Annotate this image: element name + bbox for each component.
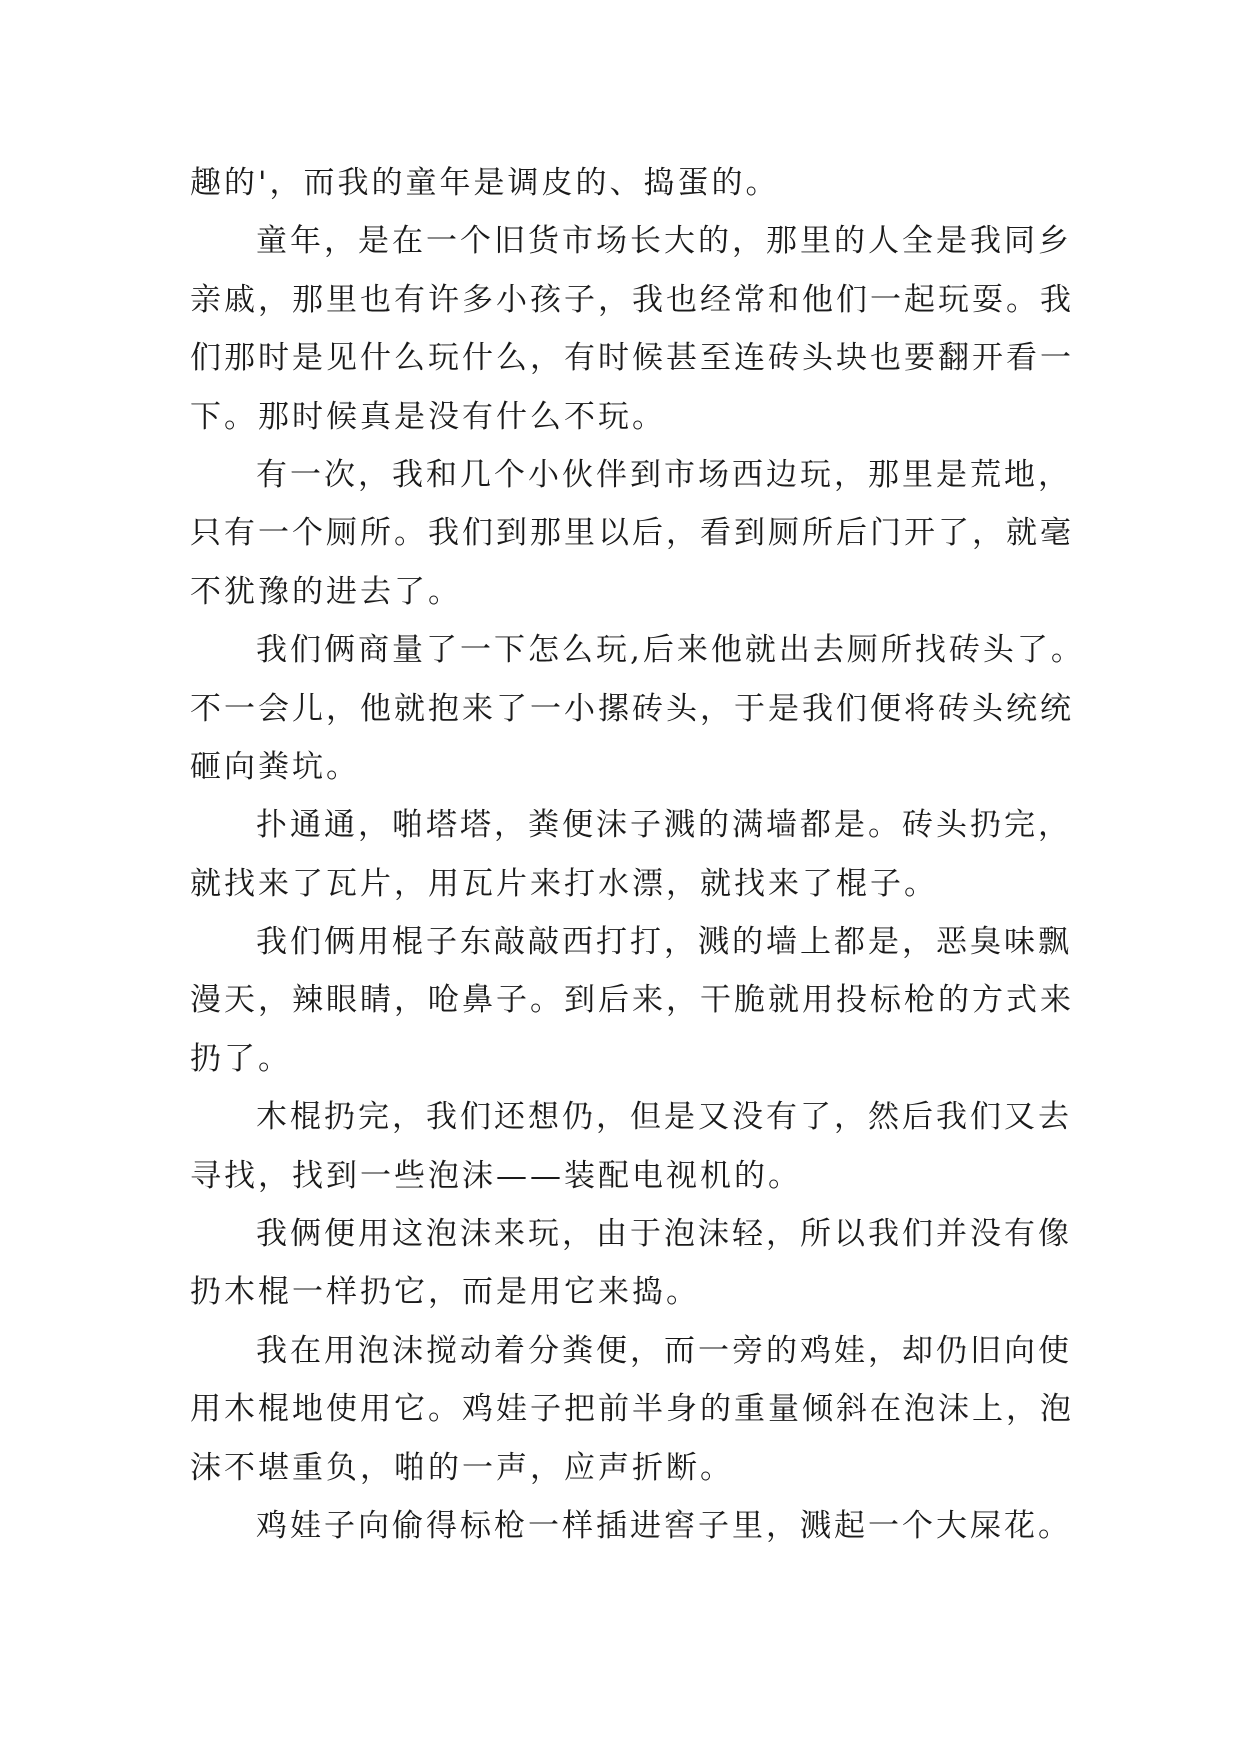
text-line: 我在用泡沫搅动着分粪便，而一旁的鸡娃，却仍旧向使 xyxy=(256,1332,1072,1369)
text-line: 砸向粪坑。 xyxy=(190,748,360,785)
text-line: 漫天，辣眼睛，呛鼻子。到后来，干脆就用投标枪的方式来 xyxy=(190,982,1074,1019)
text-line: 亲戚，那里也有许多小孩子，我也经常和他们一起玩耍。我 xyxy=(190,281,1074,318)
text-line: 就找来了瓦片，用瓦片来打水漂，就找来了棍子。 xyxy=(190,865,938,902)
text-line: 扔木棍一样扔它，而是用它来捣。 xyxy=(190,1274,700,1311)
text-line: 木棍扔完，我们还想仍，但是又没有了，然后我们又去 xyxy=(256,1099,1072,1136)
text-line: 趣的'，而我的童年是调皮的、捣蛋的。 xyxy=(190,165,780,201)
text-line: 不犹豫的进去了。 xyxy=(190,573,462,610)
text-line: 扔了。 xyxy=(190,1040,292,1077)
text-line: 童年，是在一个旧货市场长大的，那里的人全是我同乡 xyxy=(256,223,1072,260)
text-line: 鸡娃子向偷得标枪一样插进窖子里，溅起一个大屎花。 xyxy=(256,1507,1072,1544)
text-line: 我俩便用这泡沫来玩，由于泡沫轻，所以我们并没有像 xyxy=(256,1216,1072,1253)
text-line: 们那时是见什么玩什么，有时候甚至连砖头块也要翻开看一 xyxy=(190,340,1074,377)
text-line: 不一会儿，他就抱来了一小摞砖头，于是我们便将砖头统统 xyxy=(190,690,1074,727)
text-line: 只有一个厕所。我们到那里以后，看到厕所后门开了，就毫 xyxy=(190,515,1074,552)
body-text xyxy=(190,154,1090,1555)
text-line: 用木棍地使用它。鸡娃子把前半身的重量倾斜在泡沫上，泡 xyxy=(190,1391,1074,1428)
text-line: 沫不堪重负，啪的一声，应声折断。 xyxy=(190,1449,734,1486)
text-line: 有一次，我和几个小伙伴到市场西边玩，那里是荒地， xyxy=(256,456,1072,493)
text-line: 寻找，找到一些泡沫——装配电视机的。 xyxy=(190,1157,802,1194)
text-line: 扑通通，啪塔塔，粪便沫子溅的满墙都是。砖头扔完， xyxy=(256,807,1072,844)
text-line: 我们俩用棍子东敲敲西打打，溅的墙上都是，恶臭味飘 xyxy=(256,924,1072,961)
text-line: 我们俩商量了一下怎么玩,后来他就出去厕所找砖头了。 xyxy=(256,632,1085,669)
text-line: 下。那时候真是没有什么不玩。 xyxy=(190,398,666,435)
